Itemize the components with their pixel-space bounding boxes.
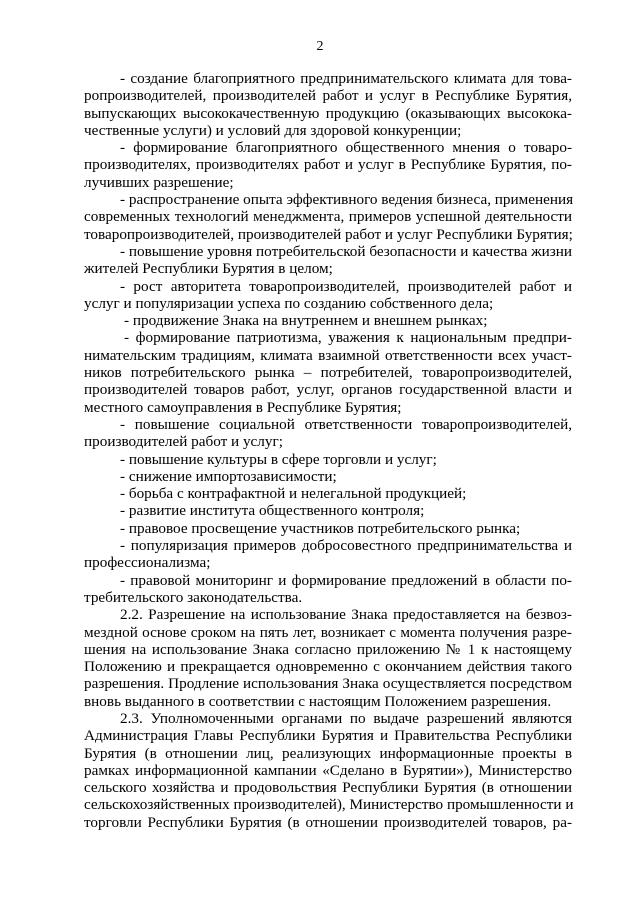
text-line: профессионализма; (84, 554, 211, 572)
text-line: сельского хозяйства и продовольствия Республики Бурятия (в отношении (84, 779, 572, 797)
text-line: - формирование благоприятного общественного мнения о товаро- (120, 139, 572, 157)
text-line: - развитие института общественного контроля; (120, 502, 425, 520)
text-line: ропроизводителей, производителей работ и услуг в Республике Бурятия, (84, 87, 572, 105)
text-line: товаропроизводителей, производителей работ и услуг Республики Бурятия; (84, 225, 573, 243)
text-line: - правовой мониторинг и формирование предложений в области по- (120, 571, 572, 589)
text-line: сельскохозяйственных производителей), Министерство промышленности и (84, 796, 574, 814)
text-line: - рост авторитета товаропроизводителей, производителей работ и (120, 277, 572, 295)
text-line: Положению и прекращается одновременно с окончанием действия такого (84, 658, 572, 676)
text-line: Администрация Главы Республики Бурятия и Правительства Республики (84, 727, 572, 745)
text-line: - создание благоприятного предпринимательского климата для това- (120, 70, 572, 87)
text-line: - популяризация примеров добросовестного предпринимательства и (120, 537, 572, 555)
text-line: - повышение культуры в сфере торговли и услуг; (120, 450, 437, 468)
text-line: - распространение опыта эффективного ведения бизнеса, применения (120, 191, 574, 209)
text-line: производителей товаров работ, услуг, органов государственной власти и (84, 381, 572, 399)
text-line: нимательским традициям, климата взаимной ответственности всех участ- (84, 346, 572, 364)
text-line: производителях, производителях работ и услуг в Республике Бурятия, по- (84, 156, 572, 174)
text-line: мездной основе сроком на пять лет, возникает с момента получения разре- (84, 623, 572, 641)
text-line: 2.2. Разрешение на использование Знака предоставляется на безвоз- (120, 606, 572, 624)
text-line: услуг и популяризации успеха по созданию собственного дела; (84, 294, 494, 312)
text-line: - борьба с контрафактной и нелегальной продукцией; (120, 485, 467, 503)
text-line: 2.3. Уполномоченными органами по выдаче разрешений являются (120, 709, 572, 727)
text-line: - правовое просвещение участников потребительского рынка; (120, 519, 521, 537)
text-line: - снижение импортозависимости; (120, 467, 337, 485)
text-line: Бурятия (в отношении лиц, реализующих информационные проекты в (84, 744, 572, 762)
text-line: современных технологий менеджмента, примеров успешной деятельности (84, 208, 572, 226)
text-line: - продвижение Знака на внутреннем и внешнем рынках; (124, 312, 488, 330)
text-line: - повышение социальной ответственности товаропроизводителей, (120, 415, 572, 433)
text-line: - формирование патриотизма, уважения к национальным предпри- (124, 329, 572, 347)
text-line: ников потребительского рынка – потребителей, товаропроизводителей, (84, 364, 572, 382)
text-line: лучивших разрешение; (84, 173, 234, 191)
document-body (84, 70, 572, 831)
text-line: производителей работ и услуг; (84, 433, 283, 451)
text-line: разрешения. Продление использования Знака осуществляется посредством (84, 675, 572, 693)
text-line: жителей Республики Бурятия в целом; (84, 260, 333, 278)
text-line: - повышение уровня потребительской безопасности и качества жизни (120, 242, 573, 260)
text-line: местного самоуправления в Республике Бурятия; (84, 398, 402, 416)
text-line: торговли Республики Бурятия (в отношении производителей товаров, ра- (84, 813, 572, 831)
text-line: требительского законодательства. (84, 588, 303, 606)
text-line: вновь выданного в соответствии с настоящим Положением разрешения. (84, 692, 552, 710)
text-line: шения на использование Знака согласно приложению № 1 к настоящему (84, 640, 572, 658)
text-line: чественные услуги) и условий для здоровой конкуренции; (84, 121, 462, 139)
text-line: рамках информационной кампании «Сделано в Бурятии»), Министерство (84, 761, 572, 779)
page-number: 2 (316, 39, 324, 54)
text-line: выпускающих высококачественную продукцию (оказывающих высокока- (84, 104, 572, 122)
